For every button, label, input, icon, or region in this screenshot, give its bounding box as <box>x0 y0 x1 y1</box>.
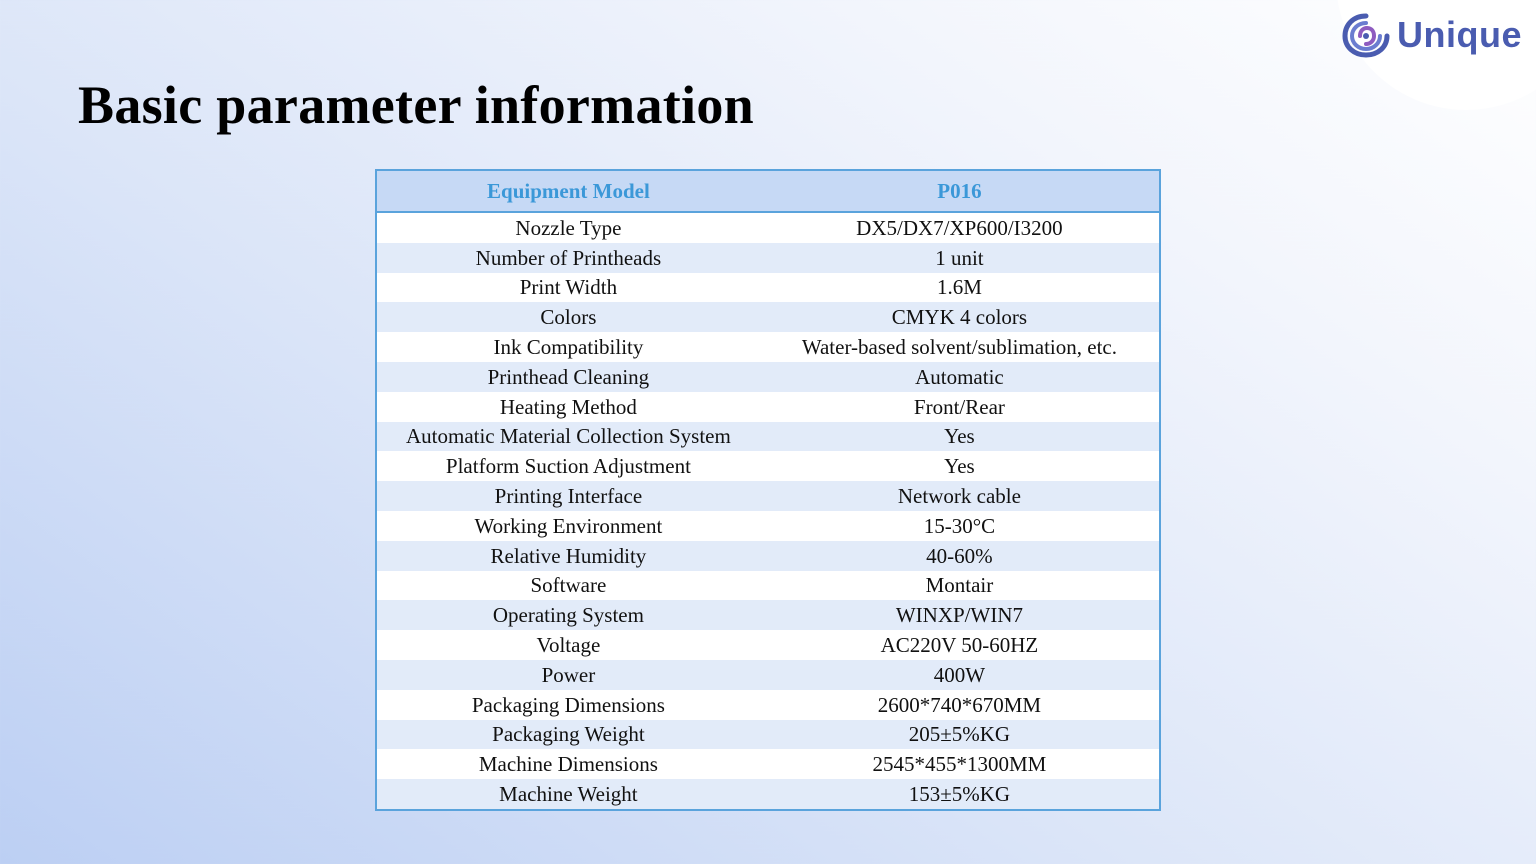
table-row <box>376 451 1160 481</box>
parameter-value-cell: Yes <box>760 451 1160 481</box>
parameter-value-cell: 1.6M <box>760 273 1160 303</box>
table-row <box>376 749 1160 779</box>
parameter-name-cell: Machine Weight <box>376 779 760 810</box>
parameter-value-cell: Automatic <box>760 362 1160 392</box>
parameter-name-cell: Packaging Weight <box>376 720 760 750</box>
table-row <box>376 212 1160 243</box>
parameter-name-cell: Machine Dimensions <box>376 749 760 779</box>
table-row <box>376 481 1160 511</box>
table-row <box>376 302 1160 332</box>
parameter-name-cell: Packaging Dimensions <box>376 690 760 720</box>
table-row <box>376 779 1160 810</box>
table-row <box>376 362 1160 392</box>
parameter-name-cell: Nozzle Type <box>376 212 760 243</box>
parameter-value-cell: 1 unit <box>760 243 1160 273</box>
parameter-name-cell: Printhead Cleaning <box>376 362 760 392</box>
parameter-value-cell: 15-30°C <box>760 511 1160 541</box>
parameter-value-cell: 2600*740*670MM <box>760 690 1160 720</box>
table-row <box>376 422 1160 452</box>
page-title: Basic parameter information <box>78 75 754 135</box>
table-row <box>376 600 1160 630</box>
parameter-name-cell: Platform Suction Adjustment <box>376 451 760 481</box>
table-row <box>376 630 1160 660</box>
parameter-name-cell: Heating Method <box>376 392 760 422</box>
table-body <box>376 212 1160 810</box>
parameter-name-cell: Print Width <box>376 273 760 303</box>
parameter-name-cell: Automatic Material Collection System <box>376 422 760 452</box>
parameter-name-cell: Voltage <box>376 630 760 660</box>
parameter-value-cell: WINXP/WIN7 <box>760 600 1160 630</box>
table-row <box>376 720 1160 750</box>
parameter-name-cell: Operating System <box>376 600 760 630</box>
parameter-value-cell: 2545*455*1300MM <box>760 749 1160 779</box>
table-row <box>376 571 1160 601</box>
parameter-value-cell: 40-60% <box>760 541 1160 571</box>
parameter-name-cell: Software <box>376 571 760 601</box>
table-row <box>376 541 1160 571</box>
parameter-value-cell: 205±5%KG <box>760 720 1160 750</box>
parameter-value-cell: AC220V 50-60HZ <box>760 630 1160 660</box>
logo-text: Unique <box>1397 14 1522 55</box>
parameter-name-cell: Working Environment <box>376 511 760 541</box>
parameter-value-cell: Front/Rear <box>760 392 1160 422</box>
parameter-value-cell: Water-based solvent/sublimation, etc. <box>760 332 1160 362</box>
parameter-value-cell: Network cable <box>760 481 1160 511</box>
parameter-value-cell: Yes <box>760 422 1160 452</box>
header-equipment-model: Equipment Model <box>376 170 760 212</box>
parameter-value-cell: 153±5%KG <box>760 779 1160 810</box>
parameter-name-cell: Colors <box>376 302 760 332</box>
table-row <box>376 243 1160 273</box>
parameter-value-cell: CMYK 4 colors <box>760 302 1160 332</box>
parameter-value-cell: 400W <box>760 660 1160 690</box>
header-model-value: P016 <box>760 170 1160 212</box>
table-row <box>376 690 1160 720</box>
unique-swirl-logo-icon <box>1341 12 1391 58</box>
table-row <box>376 273 1160 303</box>
parameter-value-cell: Montair <box>760 571 1160 601</box>
parameter-value-cell: DX5/DX7/XP600/I3200 <box>760 212 1160 243</box>
table-row <box>376 392 1160 422</box>
table-row <box>376 660 1160 690</box>
parameter-table <box>375 169 1161 811</box>
parameter-name-cell: Relative Humidity <box>376 541 760 571</box>
parameter-name-cell: Power <box>376 660 760 690</box>
table-row <box>376 511 1160 541</box>
brand-logo <box>1341 12 1522 58</box>
parameter-name-cell: Number of Printheads <box>376 243 760 273</box>
parameter-name-cell: Ink Compatibility <box>376 332 760 362</box>
parameter-name-cell: Printing Interface <box>376 481 760 511</box>
table-header-row <box>376 170 1160 212</box>
table-row <box>376 332 1160 362</box>
